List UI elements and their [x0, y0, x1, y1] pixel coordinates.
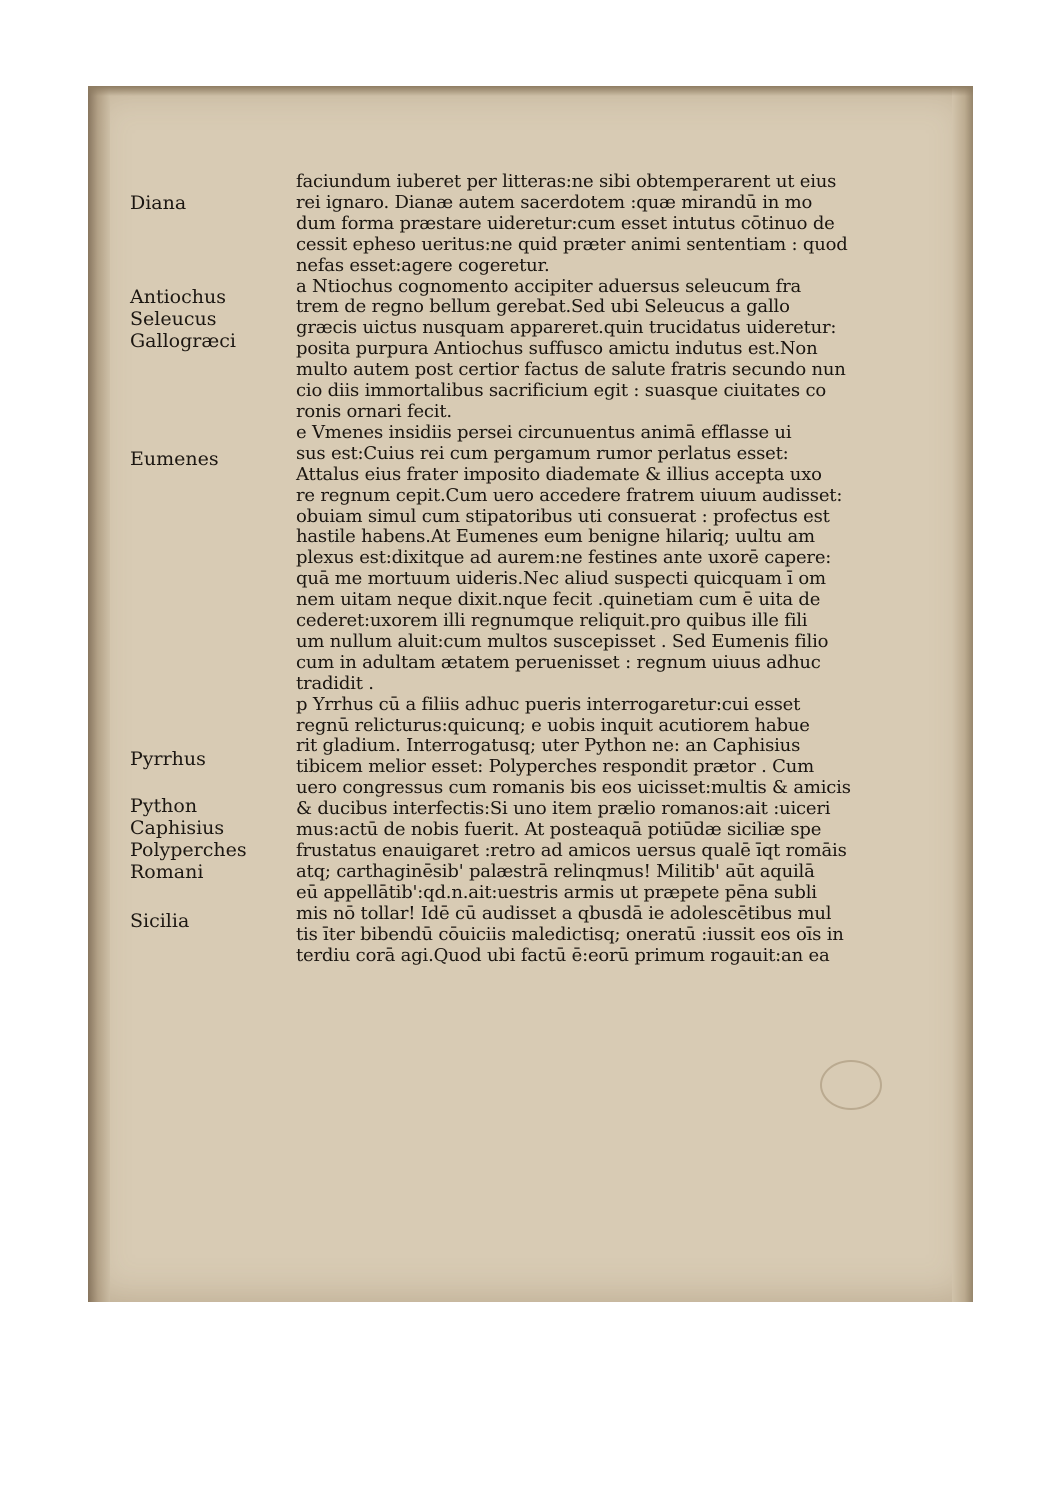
text-line: multo autem post certior factus de salute fratris secundo nun — [296, 359, 846, 381]
text-line: cum in adultam ætatem peruenisset : regnum uiuus adhuc — [296, 651, 821, 673]
text-line: faciundum iuberet per litteras:ne sibi obtemperarent ut eius — [296, 171, 837, 192]
text-line: cessit epheso ueritus:ne quid præter animi sententiam : quod — [296, 233, 848, 255]
margin-note-antiochus — [130, 286, 275, 352]
margin-note-pyrrhus — [130, 748, 275, 770]
margin-note-line: Seleucus — [130, 308, 217, 330]
text-line: rei ignaro. Dianæ autem sacerdotem :quæ mirandū in mo — [296, 191, 813, 213]
text-line: cederet:uxorem illi regnumque reliquit.pro quibus ille fili — [296, 610, 808, 632]
margin-note-python — [130, 795, 275, 883]
text-line: trem de regno bellum gerebat.Sed ubi Seleucus a gallo — [296, 296, 790, 318]
text-line: hastile habens.At Eumenes eum benigne hilariq; uultu am — [296, 526, 815, 548]
text-line: obuiam simul cum stipatoribus uti consuerat : profectus est — [296, 505, 830, 527]
text-line: p Yrrhus cū a filiis adhuc pueris interrogaretur:cui esset — [296, 693, 801, 715]
text-line: plexus est:dixitque ad aurem:ne festines ante uxorē capere: — [296, 547, 832, 569]
library-stamp — [820, 1060, 882, 1110]
text-line: rit gladium. Interrogatusq; uter Python ne: an Caphisius — [296, 735, 801, 757]
margin-note-line: Romani — [130, 861, 204, 883]
text-line: tis īter bibendū cōuiciis maledictisq; oneratū :iussit eos oīs in — [296, 923, 844, 945]
text-line: nefas esset:agere cogeretur. — [296, 254, 550, 276]
text-line: terdiu corā agi.Quod ubi factū ē:eorū primum rogauit:an ea — [296, 944, 830, 966]
top-shadow — [88, 86, 973, 96]
text-line: e Vmenes insidiis persei circunuentus animā efflasse ui — [296, 421, 792, 443]
margin-note-sicilia — [130, 910, 275, 932]
text-line: re regnum cepit.Cum uero accedere fratrem uiuum audisset: — [296, 484, 843, 506]
text-line: uero congressus cum romanis bis eos uicisset:multis & amicis — [296, 777, 851, 799]
text-line: sus est:Cuius rei cum pergamum rumor perlatus esset: — [296, 442, 789, 464]
text-line: frustatus enauigaret :retro ad amicos uersus qualē īqt romāis — [296, 840, 847, 861]
margin-note-line: Diana — [130, 192, 187, 214]
text-line: tradidit . — [296, 672, 374, 694]
margin-note-line: Python — [130, 795, 198, 817]
text-line: Attalus eius frater imposito diademate & illius accepta uxo — [296, 463, 822, 485]
text-line: mis nō tollar! Idē cū audisset a qbusdā ie adolescētibus mul — [296, 902, 832, 924]
text-line: posita purpura Antiochus suffusco amictu indutus est.Non — [296, 338, 818, 360]
text-line: a Ntiochus cognomento accipiter aduersus seleucum fra — [296, 275, 802, 297]
text-line: mus:actū de nobis fuerit. At posteaquā potiūdæ siciliæ spe — [296, 819, 822, 841]
margin-note-line: Antiochus — [130, 286, 226, 308]
text-line: & ducibus interfectis:Si uno item prælio romanos:ait :uiceri — [296, 798, 831, 820]
text-line: atq; carthaginēsib' palæstrā relinqmus! Militib' aūt aquilā — [296, 860, 815, 882]
margin-note-line: Gallogræci — [130, 330, 236, 352]
text-line: regnū relicturus:quicunq; e uobis inquit acutiorem habue — [296, 714, 810, 736]
margin-note-line: Eumenes — [130, 448, 219, 470]
text-line: um nullum aluit:cum multos suscepisset . Sed Eumenis filio — [296, 630, 829, 652]
text-line: græcis uictus nusquam appareret.quin trucidatus uideretur: — [296, 317, 837, 339]
text-line: cio diis immortalibus sacrificium egit : suasque ciuitates co — [296, 380, 827, 402]
margin-note-line: Pyrrhus — [130, 748, 206, 770]
page-edge — [952, 86, 973, 1302]
binding-shadow — [88, 86, 110, 1302]
margin-note-line: Caphisius — [130, 817, 225, 839]
text-line: tibicem melior esset: Polyperches respondit prætor . Cum — [296, 756, 814, 778]
body-text — [296, 172, 896, 966]
text-line: quā me mortuum uideris.Nec aliud suspecti quicquam ī om — [296, 568, 826, 590]
margin-note-eumenes — [130, 448, 275, 470]
margin-note-diana — [130, 192, 275, 214]
text-line: eū appellātib':qd.n.ait:uestris armis ut præpete pēna subli — [296, 881, 817, 903]
margin-note-line: Sicilia — [130, 910, 190, 932]
text-line: nem uitam neque dixit.nque fecit .quinetiam cum ē uita de — [296, 589, 821, 611]
margin-note-line: Polyperches — [130, 839, 247, 861]
text-line: ronis ornari fecit. — [296, 400, 452, 422]
text-line: dum forma præstare uideretur:cum esset intutus cōtinuo de — [296, 212, 835, 234]
